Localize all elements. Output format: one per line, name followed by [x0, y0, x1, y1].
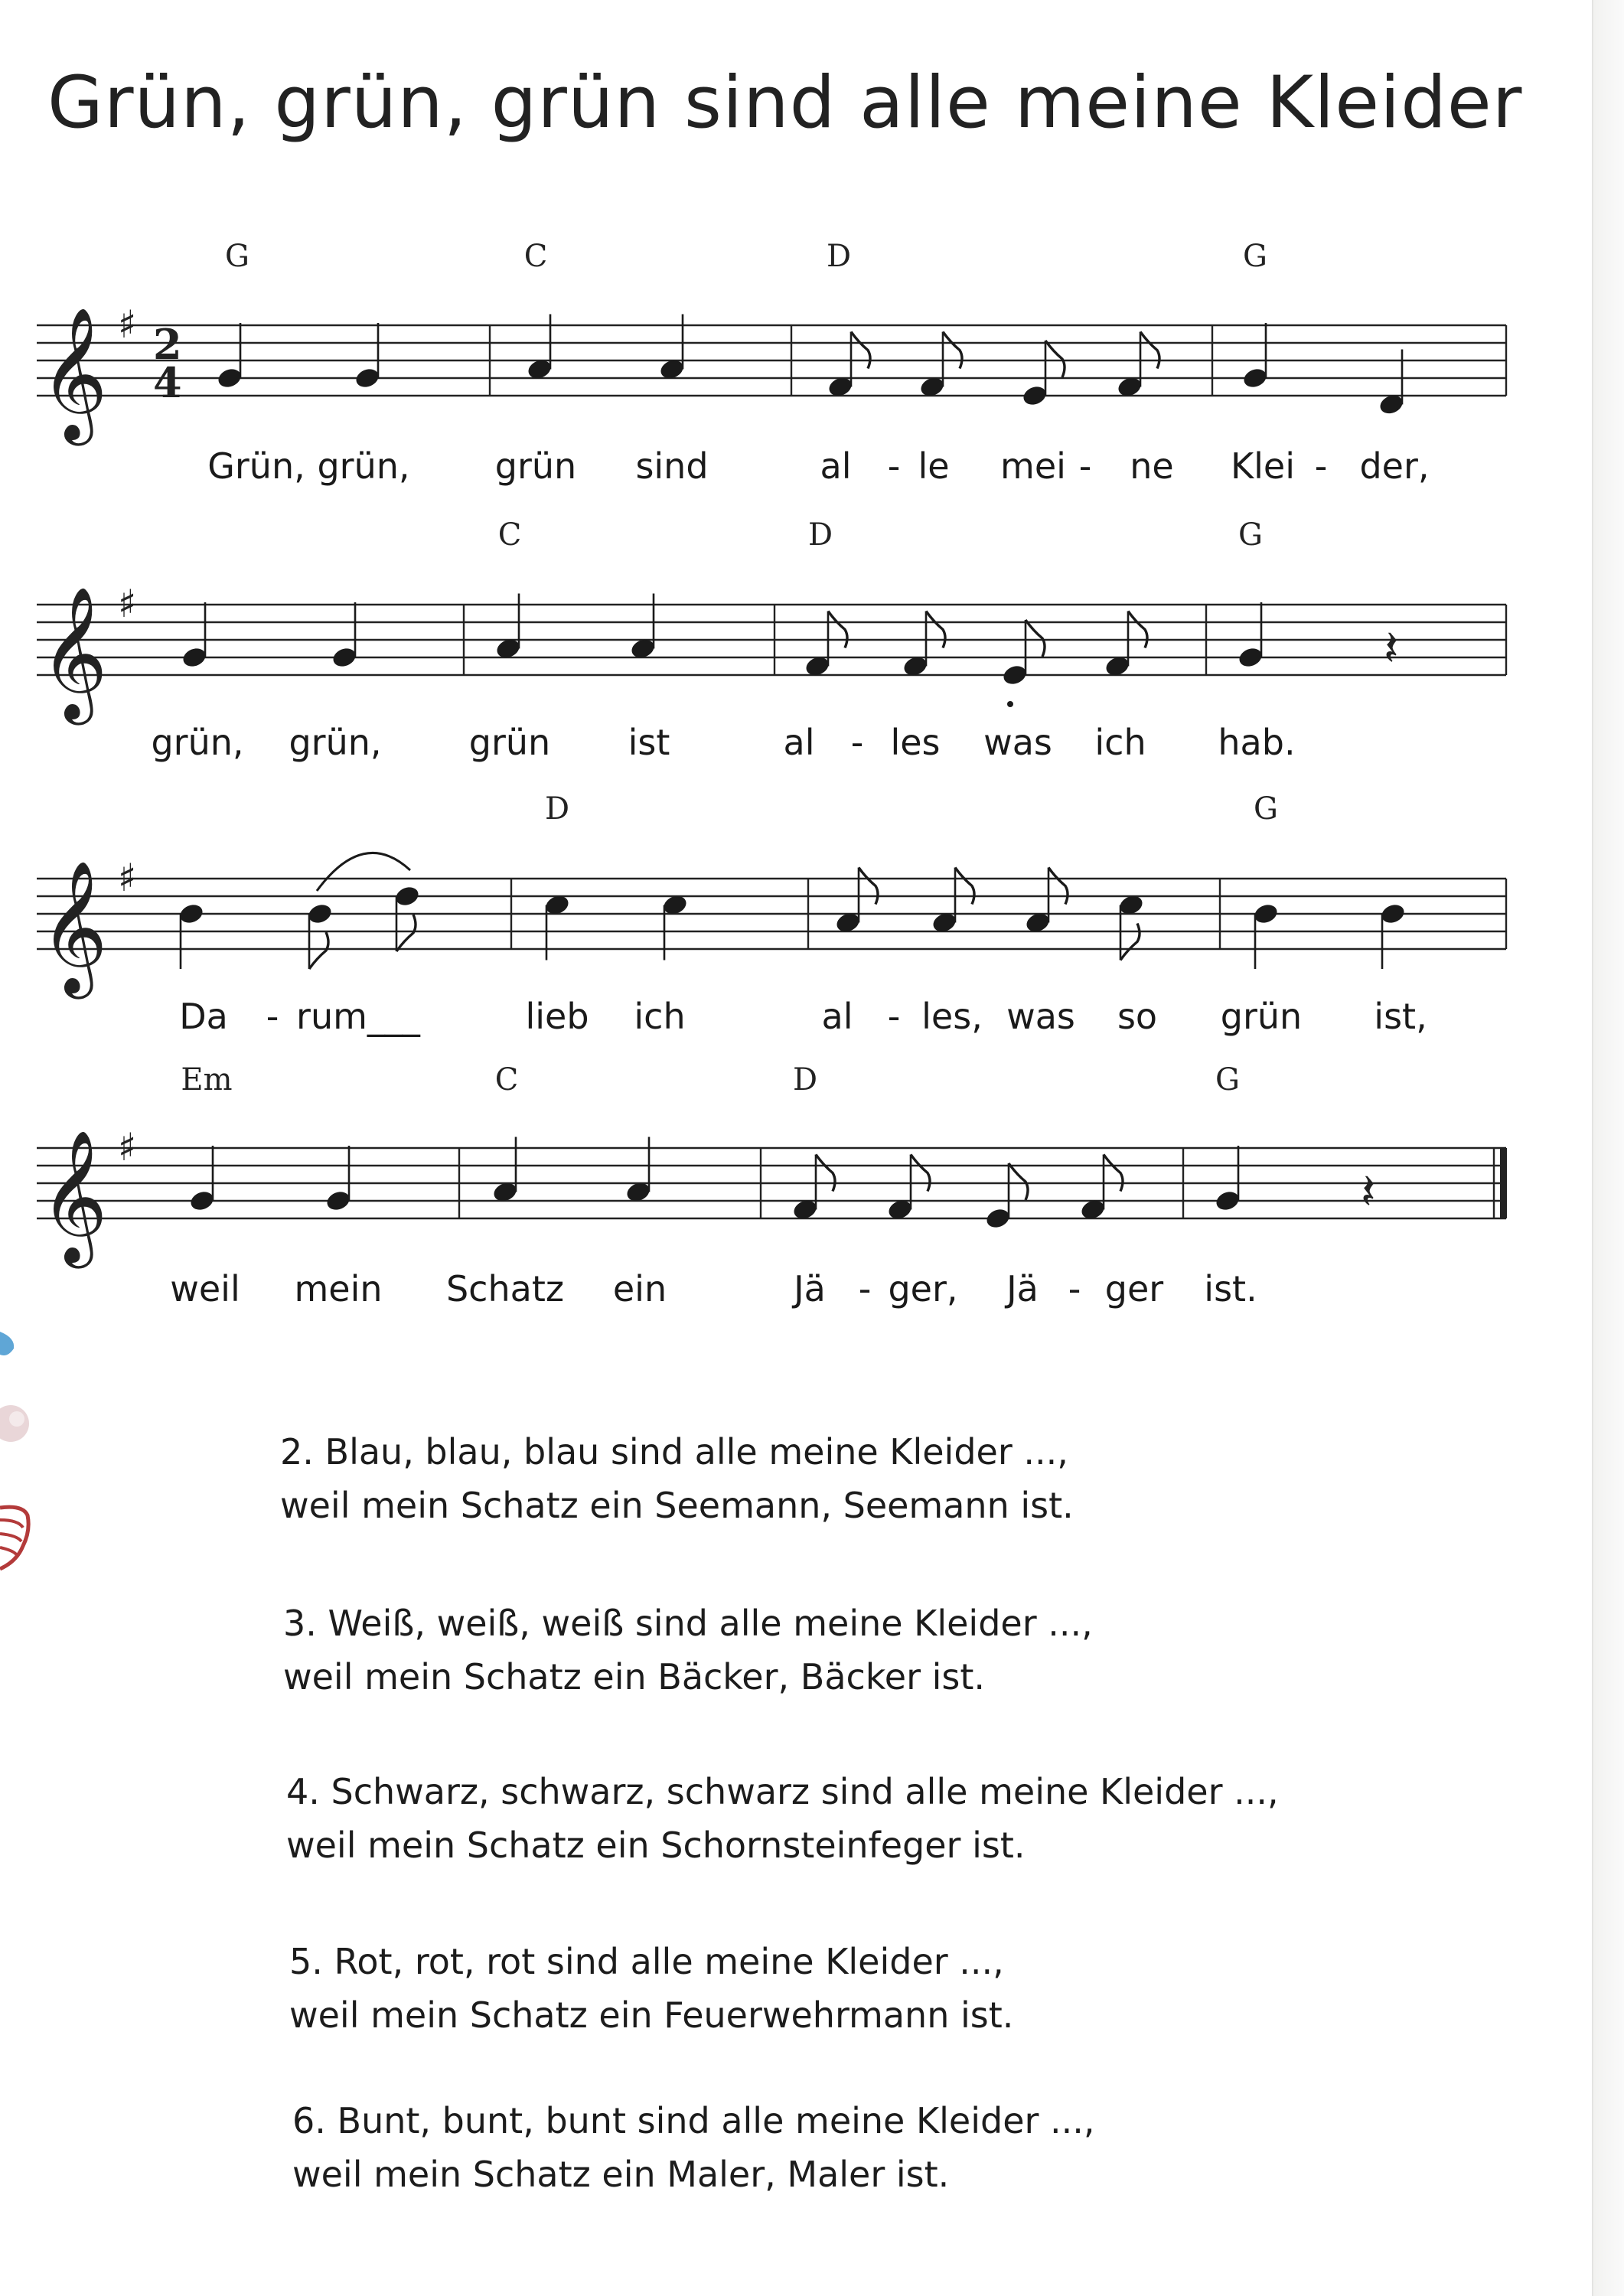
lyric-syllable: mei	[1000, 445, 1066, 487]
lyric-syllable: hab.	[1218, 722, 1296, 763]
note-head	[354, 366, 381, 390]
lyric-syllable: grün	[468, 722, 551, 763]
note-head	[324, 1189, 352, 1213]
verse-line: 5. Rot, rot, rot sind alle meine Kleider ...,	[289, 1941, 1004, 1982]
lyric-syllable: -	[1068, 1268, 1081, 1309]
lyric-syllable: ger,	[888, 1268, 958, 1309]
chord-symbol: C	[497, 517, 522, 553]
staccato-dot	[1007, 701, 1013, 707]
lyric-syllable: ist.	[1204, 1268, 1257, 1309]
treble-clef: 𝄞	[40, 586, 108, 719]
lyric-syllable: mein	[294, 1268, 383, 1309]
lyric-syllable: grün,	[151, 722, 244, 763]
final-bar-thick	[1500, 1148, 1507, 1218]
chord-symbol: C	[494, 1062, 519, 1097]
lyric-syllable: Da	[179, 996, 228, 1037]
lyric-syllable: ne	[1130, 445, 1174, 487]
slur	[317, 853, 410, 891]
note-head	[1021, 383, 1048, 408]
verse-line: 3. Weiß, weiß, weiß sind alle meine Kleider ...,	[283, 1603, 1093, 1644]
eighth-flag	[396, 915, 416, 951]
lyric-syllable: -	[858, 1268, 872, 1309]
chord-symbol: G	[225, 239, 249, 274]
note-head	[188, 1189, 216, 1213]
eighth-flag	[926, 612, 945, 648]
verse-3	[283, 1596, 1093, 1704]
lyric-syllable: -	[850, 722, 864, 763]
lyric-syllable: Schatz	[445, 1268, 565, 1309]
eighth-flag	[1026, 620, 1045, 657]
chord-symbol: Em	[181, 1062, 233, 1097]
lyric-syllable: les,	[921, 996, 983, 1037]
eighth-flag	[1120, 924, 1140, 960]
lyric-syllable: -	[1078, 445, 1092, 487]
verse-line: weil mein Schatz ein Schornsteinfeger ist.	[286, 1825, 1026, 1866]
note-head	[306, 902, 334, 926]
eighth-flag	[309, 932, 328, 969]
chord-symbol: D	[807, 517, 833, 553]
note-head	[1214, 1189, 1241, 1213]
eighth-flag	[1009, 1163, 1028, 1200]
verse-line: 4. Schwarz, schwarz, schwarz sind alle meine Kleider ...,	[286, 1771, 1279, 1812]
verse-line: 6. Bunt, bunt, bunt sind alle meine Kleider ...,	[292, 2100, 1095, 2141]
lyric-syllable: was	[983, 722, 1052, 763]
eighth-flag	[816, 1155, 835, 1192]
lyric-syllable: ist	[628, 722, 670, 763]
verse-line: weil mein Schatz ein Bäcker, Bäcker ist.	[283, 1656, 986, 1698]
sharp-key-signature: ♯	[118, 582, 137, 626]
lyric-syllable: al	[783, 722, 815, 763]
treble-clef: 𝄞	[40, 1130, 108, 1263]
eighth-flag	[828, 612, 847, 648]
lyric-syllable: ger	[1104, 1268, 1164, 1309]
eighth-flag	[1140, 332, 1159, 369]
lyric-syllable: ein	[612, 1268, 667, 1309]
note-head	[984, 1206, 1012, 1231]
sharp-key-signature: ♯	[118, 1125, 137, 1169]
quarter-rest: 𝄽	[1361, 1164, 1376, 1221]
lyric-syllable: rum___	[296, 996, 420, 1037]
lyric-syllable: le	[918, 445, 950, 487]
lyric-syllable: lieb	[525, 996, 589, 1037]
note-head	[1001, 663, 1029, 687]
lyric-syllable: Jä	[1006, 1268, 1039, 1309]
lyric-syllable: les	[890, 722, 941, 763]
note-head	[216, 366, 243, 390]
note-head	[181, 645, 208, 670]
lyric-syllable: -	[887, 445, 901, 487]
note-head	[331, 645, 358, 670]
lyric-syllable: grün,	[289, 722, 382, 763]
treble-clef: 𝄞	[40, 860, 108, 993]
verse-2	[280, 1425, 1074, 1532]
chord-symbol: D	[826, 239, 852, 274]
song-title: Grün, grün, grün sind alle meine Kleider	[47, 61, 1523, 145]
verse-line: weil mein Schatz ein Maler, Maler ist.	[292, 2154, 950, 2195]
lyric-syllable: Klei	[1230, 445, 1296, 487]
lyric-syllable: weil	[170, 1268, 240, 1309]
eighth-flag	[1104, 1155, 1123, 1192]
note-head	[393, 884, 421, 908]
chord-symbol: C	[523, 239, 548, 274]
eighth-flag	[943, 332, 962, 369]
verse-line: weil mein Schatz ein Seemann, Seemann ist.	[280, 1485, 1074, 1526]
lyric-syllable: al	[820, 445, 852, 487]
chord-symbol: G	[1238, 517, 1263, 553]
eighth-flag	[911, 1155, 930, 1192]
lyric-syllable: Grün,	[207, 445, 305, 487]
eighth-flag	[1045, 341, 1065, 377]
lyric-syllable: grün,	[317, 445, 410, 487]
lyric-syllable: der,	[1359, 445, 1430, 487]
lyric-syllable: -	[266, 996, 279, 1037]
quarter-rest: 𝄽	[1384, 621, 1399, 677]
chord-symbol: G	[1243, 239, 1267, 274]
note-head	[1237, 645, 1264, 670]
lyric-syllable: sind	[635, 445, 709, 487]
margin-illustration	[0, 1332, 34, 1623]
lyric-syllable: so	[1117, 996, 1158, 1037]
lyric-syllable: al	[821, 996, 853, 1037]
note-head	[178, 902, 205, 926]
chord-symbol: G	[1215, 1062, 1240, 1097]
eighth-flag	[1048, 868, 1068, 905]
eighth-flag	[955, 868, 974, 905]
chord-symbol: G	[1254, 791, 1278, 827]
verse-line: 2. Blau, blau, blau sind alle meine Kleider ...,	[280, 1431, 1068, 1473]
note-head	[1252, 902, 1280, 926]
lyric-syllable: grün	[1220, 996, 1303, 1037]
lyric-syllable: -	[887, 996, 901, 1037]
lyric-syllable: grün	[494, 445, 577, 487]
time-signature-bottom: 4	[153, 358, 182, 407]
chord-symbol: D	[792, 1062, 818, 1097]
note-head	[1379, 902, 1407, 926]
eighth-flag	[859, 868, 878, 905]
time-signature-top: 2	[153, 320, 182, 369]
eighth-flag	[851, 332, 870, 369]
sharp-key-signature: ♯	[118, 856, 137, 900]
lyric-syllable: -	[1314, 445, 1328, 487]
verse-6	[292, 2094, 1095, 2201]
chord-symbol: D	[544, 791, 570, 827]
lyric-syllable: ist,	[1374, 996, 1427, 1037]
lyric-syllable: was	[1006, 996, 1075, 1037]
lyric-syllable: ich	[1094, 722, 1146, 763]
verse-line: weil mein Schatz ein Feuerwehrmann ist.	[289, 1994, 1014, 2036]
lyric-syllable: ich	[634, 996, 686, 1037]
verse-5	[289, 1935, 1013, 2042]
note-head	[1241, 366, 1269, 390]
treble-clef: 𝄞	[40, 307, 108, 440]
sharp-key-signature: ♯	[118, 302, 137, 347]
eighth-flag	[1128, 612, 1147, 648]
lyric-syllable: Jä	[794, 1268, 826, 1309]
verse-4	[286, 1765, 1279, 1872]
